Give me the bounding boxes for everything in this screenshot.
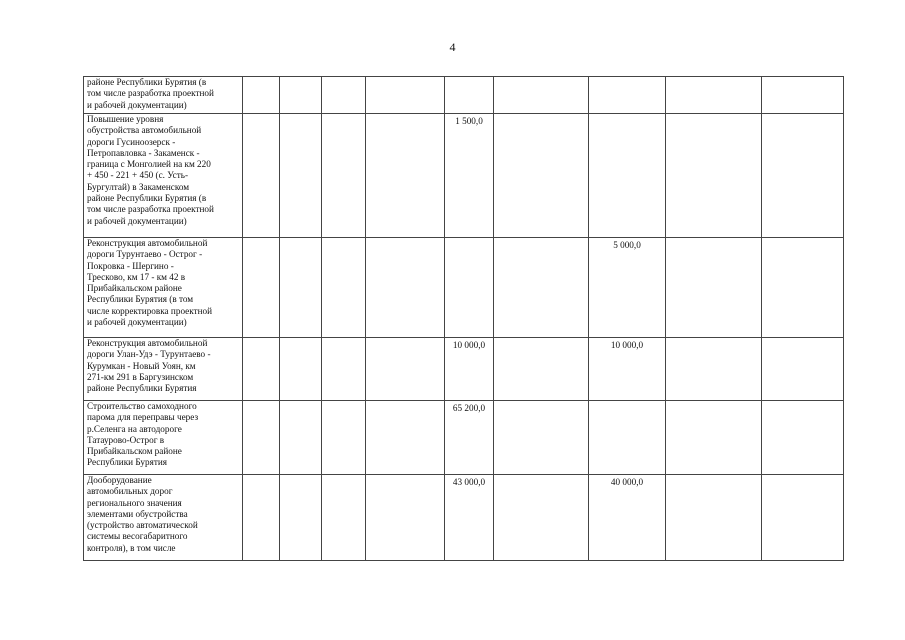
row-name-cell: Повышение уровня обустройства автомобильной дороги Гусиноозерск - Петропавловка - Закаменск - граница с Монголией на км 220 + 450 - 221 + 450 (с. Усть- Бургултай) в Закаменском районе Республики Бурятия (в том числе разработка проектной и рабочей документации)	[84, 114, 243, 238]
value-cell	[322, 77, 366, 114]
value-cell	[762, 401, 844, 475]
value-cell	[762, 77, 844, 114]
value-cell	[666, 114, 762, 238]
value-cell	[243, 77, 280, 114]
value-cell	[322, 238, 366, 338]
value-cell	[494, 77, 589, 114]
value-cell	[280, 114, 322, 238]
value-cell: 1 500,0	[445, 114, 494, 238]
row-name-cell: Дооборудование автомобильных дорог регионального значения элементами обустройства (устройство автоматической системы весогабаритного контроля), в том числе	[84, 475, 243, 561]
budget-table	[83, 76, 844, 561]
value-cell	[494, 338, 589, 401]
table-row	[84, 338, 844, 401]
table-row	[84, 114, 844, 238]
value-cell	[494, 238, 589, 338]
value-cell	[366, 401, 445, 475]
value-cell	[762, 114, 844, 238]
value-cell	[445, 238, 494, 338]
value-cell: 65 200,0	[445, 401, 494, 475]
table-row	[84, 238, 844, 338]
value-cell	[280, 401, 322, 475]
value-cell	[243, 475, 280, 561]
value-cell	[762, 475, 844, 561]
value-cell	[322, 114, 366, 238]
value-cell	[243, 338, 280, 401]
value-cell	[666, 77, 762, 114]
value-cell	[322, 401, 366, 475]
value-cell: 43 000,0	[445, 475, 494, 561]
value-cell	[280, 238, 322, 338]
value-cell	[494, 114, 589, 238]
value-cell	[366, 114, 445, 238]
value-cell	[445, 77, 494, 114]
table-body	[84, 77, 844, 561]
value-cell	[762, 238, 844, 338]
value-cell	[666, 338, 762, 401]
value-cell	[366, 338, 445, 401]
value-cell: 10 000,0	[589, 338, 666, 401]
value-cell: 10 000,0	[445, 338, 494, 401]
value-cell	[762, 338, 844, 401]
value-cell	[589, 114, 666, 238]
table-row	[84, 401, 844, 475]
value-cell	[280, 475, 322, 561]
row-name-cell: районе Республики Бурятия (в том числе разработка проектной и рабочей документации)	[84, 77, 243, 114]
value-cell	[243, 238, 280, 338]
value-cell	[243, 401, 280, 475]
value-cell	[366, 475, 445, 561]
value-cell	[666, 238, 762, 338]
value-cell	[243, 114, 280, 238]
table-row	[84, 77, 844, 114]
value-cell	[494, 401, 589, 475]
value-cell: 5 000,0	[589, 238, 666, 338]
value-cell	[366, 238, 445, 338]
value-cell	[280, 77, 322, 114]
value-cell	[322, 338, 366, 401]
value-cell	[666, 401, 762, 475]
value-cell	[366, 77, 445, 114]
row-name-cell: Реконструкция автомобильной дороги Улан-Удэ - Турунтаево - Курумкан - Новый Уоян, км 271-км 291 в Баргузинском районе Республики Бурятия	[84, 338, 243, 401]
value-cell	[494, 475, 589, 561]
value-cell	[589, 77, 666, 114]
value-cell	[589, 401, 666, 475]
page-number: 4	[449, 40, 456, 54]
table-row	[84, 475, 844, 561]
row-name-cell: Строительство самоходного парома для переправы через р.Селенга на автодороге Татаурово-Острог в Прибайкальском районе Республики Бурятия	[84, 401, 243, 475]
row-name-cell: Реконструкция автомобильной дороги Турунтаево - Острог - Покровка - Шергино - Тресково, км 17 - км 42 в Прибайкальском районе Республики Бурятия (в том числе корректировка проектной и рабочей документации)	[84, 238, 243, 338]
value-cell	[666, 475, 762, 561]
value-cell: 40 000,0	[589, 475, 666, 561]
value-cell	[322, 475, 366, 561]
value-cell	[280, 338, 322, 401]
